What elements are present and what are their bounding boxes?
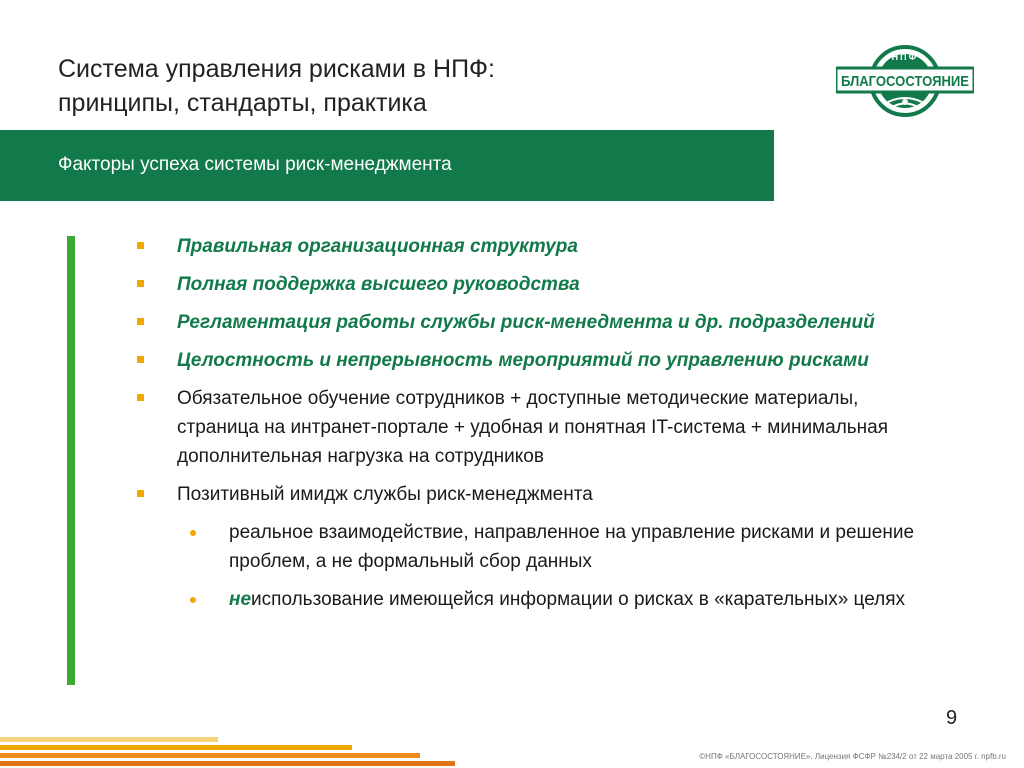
square-bullet-icon (137, 394, 144, 401)
square-bullet-icon (137, 318, 144, 325)
list-item-text: Обязательное обучение сотрудников + доступные методические материалы, страница на интранет-портале + удобная и понятная IT-система + минимальная дополнительная нагрузка на сотрудников (177, 388, 889, 467)
list-item-text: Позитивный имидж службы риск-менеджмента (177, 484, 593, 505)
title-line-2: принципы, стандарты, практика (58, 89, 427, 117)
list-item-text: Полная поддержка высшего руководства (177, 274, 580, 295)
square-bullet-icon (137, 490, 144, 497)
npf-logo (836, 44, 974, 118)
slide-title (58, 52, 778, 120)
sub-list-item (137, 585, 937, 614)
list-item (137, 384, 937, 471)
logo-top-text: НПФ (891, 52, 919, 62)
section-banner (0, 130, 774, 201)
footer-license-text: ©НПФ «БЛАГОСОСТОЯНИЕ». Лицензия ФСФР №234/2 от 22 марта 2005 г. npfb.ru (699, 752, 1006, 761)
sub-list-item-text: использование имеющейся информации о рисках в «карательных» целях (251, 589, 906, 610)
sub-list-item-text: реальное взаимодействие, направленное на управление рисками и решение проблем, а не формальный сбор данных (229, 522, 915, 572)
square-bullet-icon (137, 280, 144, 287)
sub-list-item (137, 518, 937, 576)
square-bullet-icon (137, 356, 144, 363)
banner-title: Факторы успеха системы риск-менеджмента (58, 154, 452, 175)
round-bullet-icon (190, 530, 196, 536)
list-item (137, 480, 937, 509)
accent-vertical-bar (67, 236, 75, 685)
list-item-text: Правильная организационная структура (177, 236, 578, 257)
square-bullet-icon (137, 242, 144, 249)
title-line-1: Система управления рисками в НПФ: (58, 55, 495, 83)
sub-list-item-prefix: не (229, 589, 252, 610)
list-item-text: Регламентация работы службы риск-менедмента и др. подразделений (177, 312, 875, 333)
round-bullet-icon (190, 597, 196, 603)
page-number: 9 (946, 707, 958, 729)
list-item (137, 346, 937, 375)
list-item (137, 308, 937, 337)
list-item-text: Целостность и непрерывность мероприятий по управлению рисками (177, 350, 869, 371)
logo-name-text: БЛАГОСОСТОЯНИЕ (841, 73, 969, 90)
list-item (137, 232, 937, 261)
success-factors-list (137, 232, 937, 623)
list-item (137, 270, 937, 299)
